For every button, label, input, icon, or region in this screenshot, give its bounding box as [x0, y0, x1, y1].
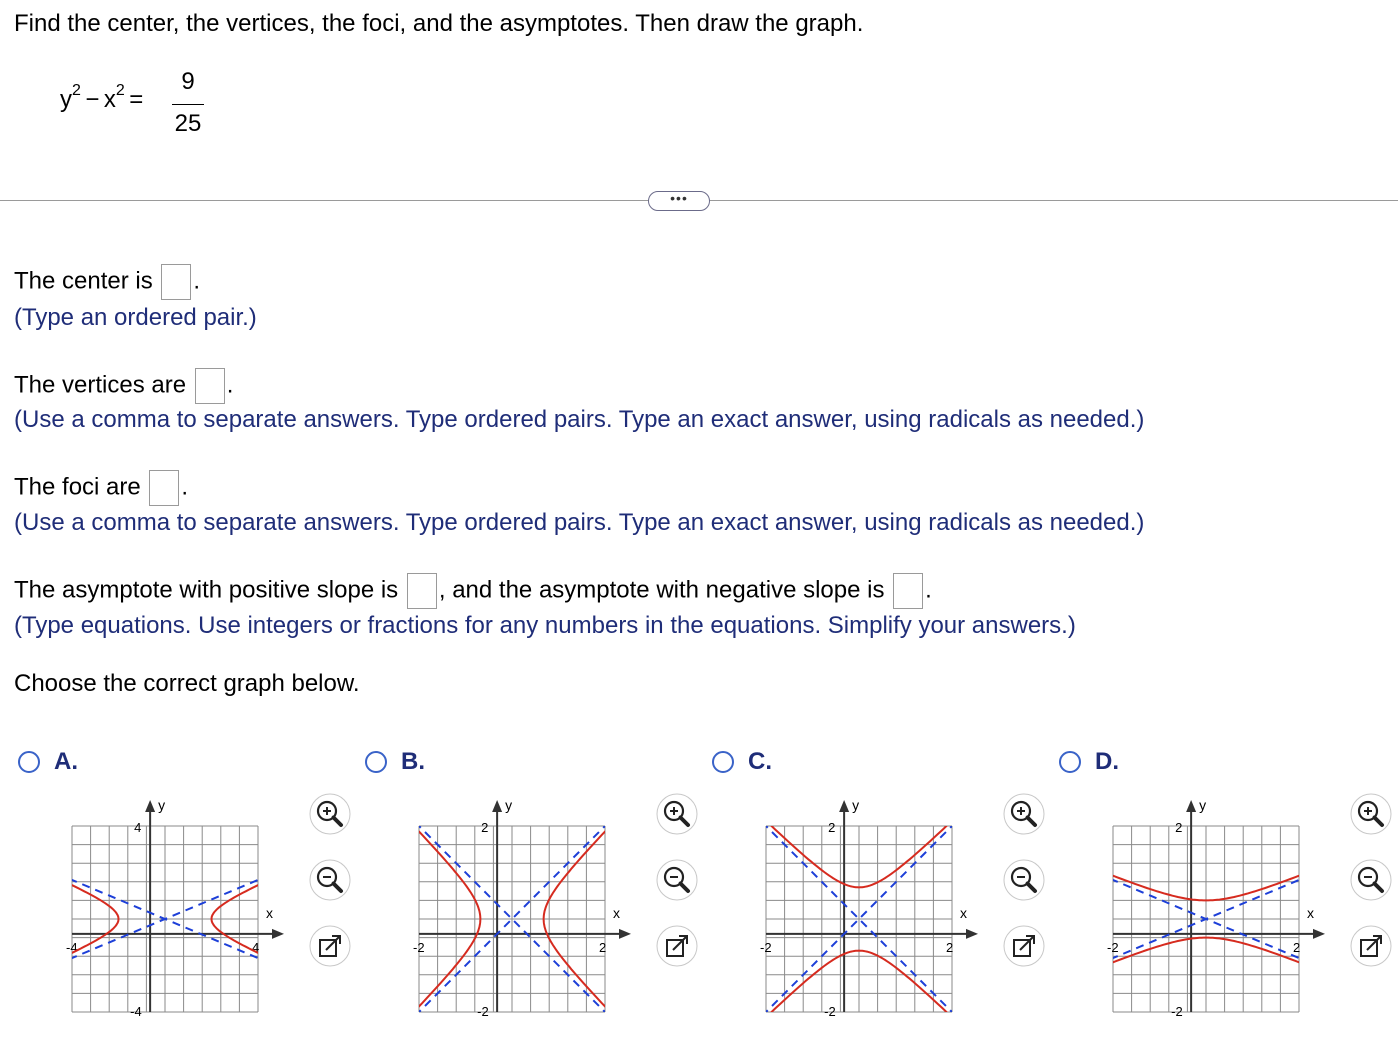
choose-graph-prompt: Choose the correct graph below.	[14, 670, 360, 697]
tick-label-left: -2	[1107, 939, 1119, 955]
tick-label-bottom: -2	[824, 1004, 836, 1019]
asymptote-negative-label: , and the asymptote with negative slope is	[438, 576, 885, 604]
y-axis-arrow	[492, 800, 502, 812]
foci-suffix: .	[181, 473, 189, 501]
hyperbola-branch	[744, 788, 984, 887]
eq-equals: =	[129, 86, 144, 113]
tick-label-bottom: -2	[1171, 1004, 1183, 1019]
zoom-out-icon[interactable]	[308, 858, 352, 902]
asymptote-positive	[744, 788, 984, 1028]
x-axis-arrow	[1313, 929, 1325, 939]
popout-icon[interactable]	[1002, 924, 1046, 968]
x-axis-arrow	[619, 929, 631, 939]
vertices-row	[14, 368, 233, 404]
vertices-answer-input[interactable]	[195, 368, 225, 404]
center-answer-input[interactable]	[161, 264, 191, 300]
foci-answer-input[interactable]	[149, 470, 179, 506]
x-axis-arrow	[272, 929, 284, 939]
hyperbola-branch	[744, 951, 984, 1028]
eq-denominator: 25	[174, 110, 202, 137]
center-row	[14, 264, 200, 300]
zoom-out-icon[interactable]	[655, 858, 699, 902]
hyperbola-branch	[544, 788, 637, 1028]
eq-x: x	[103, 86, 116, 113]
popout-icon[interactable]	[1349, 924, 1393, 968]
hyperbola-branch	[1091, 793, 1331, 900]
hyperbola-branch	[212, 788, 291, 1028]
option-label-d[interactable]: D.	[1095, 748, 1119, 775]
option-graph-d[interactable]	[1091, 788, 1331, 1028]
tick-label-right: 2	[599, 939, 607, 955]
vertices-label: The vertices are	[14, 371, 187, 399]
y-axis-arrow	[839, 800, 849, 812]
option-radio-b[interactable]	[365, 751, 387, 773]
center-suffix: .	[193, 267, 201, 295]
tick-label-bottom: -2	[477, 1004, 489, 1019]
popout-icon[interactable]	[655, 924, 699, 968]
option-graph-b[interactable]	[397, 788, 637, 1028]
tick-label-left: -2	[760, 939, 772, 955]
y-axis-arrow	[145, 800, 155, 812]
foci-row	[14, 470, 188, 506]
option-radio-d[interactable]	[1059, 751, 1081, 773]
option-label-a[interactable]: A.	[54, 748, 78, 775]
equation	[60, 82, 144, 126]
asymptote-negative	[744, 788, 984, 1028]
tick-label-right: 2	[946, 939, 954, 955]
zoom-in-icon[interactable]	[655, 792, 699, 836]
tick-label-right: 2	[1293, 939, 1301, 955]
center-label: The center is	[14, 267, 153, 295]
y-axis-label: y	[158, 797, 166, 813]
tick-label-left: -4	[66, 939, 78, 955]
y-axis-label: y	[505, 797, 513, 813]
tick-label-top: 2	[1175, 820, 1183, 835]
asymptotes-hint: (Type equations. Use integers or fractions for any numbers in the equations. Simplify your answers.)	[14, 612, 1076, 639]
x-axis-label: x	[613, 904, 620, 921]
foci-label: The foci are	[14, 473, 141, 501]
expand-more-button[interactable]: •••	[648, 191, 710, 211]
eq-minus: −	[85, 86, 100, 113]
zoom-in-icon[interactable]	[1002, 792, 1046, 836]
eq-fraction-bar	[172, 104, 204, 105]
eq-y-exp: 2	[72, 82, 81, 99]
option-graph-a[interactable]	[50, 788, 290, 1028]
zoom-in-icon[interactable]	[1349, 792, 1393, 836]
x-axis-label: x	[960, 904, 967, 921]
asymptote-positive-label: The asymptote with positive slope is	[14, 576, 399, 604]
x-axis-label: x	[1307, 904, 1314, 921]
zoom-in-icon[interactable]	[308, 792, 352, 836]
vertices-hint: (Use a comma to separate answers. Type ordered pairs. Type an exact answer, using radicals as needed.)	[14, 406, 1145, 433]
eq-x-exp: 2	[115, 82, 125, 99]
center-hint: (Type an ordered pair.)	[14, 304, 257, 331]
eq-y: y	[60, 86, 72, 113]
hyperbola-branch	[50, 788, 119, 1028]
tick-label-top: 4	[134, 820, 142, 835]
y-axis-label: y	[1199, 797, 1207, 813]
asymptotes-row	[14, 573, 932, 609]
asymptote-positive-input[interactable]	[407, 573, 437, 609]
asymptote-negative-input[interactable]	[893, 573, 923, 609]
tick-label-bottom: -4	[130, 1004, 142, 1019]
tick-label-top: 2	[828, 820, 836, 835]
eq-numerator: 9	[181, 68, 195, 95]
zoom-out-icon[interactable]	[1002, 858, 1046, 902]
x-axis-arrow	[966, 929, 978, 939]
option-label-c[interactable]: C.	[748, 748, 772, 775]
tick-label-right: 4	[252, 939, 260, 955]
vertices-suffix: .	[226, 371, 234, 399]
foci-hint: (Use a comma to separate answers. Type ordered pairs. Type an exact answer, using radicals as needed.)	[14, 509, 1145, 536]
question-instruction: Find the center, the vertices, the foci, and the asymptotes. Then draw the graph.	[14, 10, 864, 37]
option-graph-c[interactable]	[744, 788, 984, 1028]
option-radio-a[interactable]	[18, 751, 40, 773]
y-axis-arrow	[1186, 800, 1196, 812]
zoom-out-icon[interactable]	[1349, 858, 1393, 902]
asymptotes-suffix: .	[925, 576, 932, 604]
option-radio-c[interactable]	[712, 751, 734, 773]
x-axis-label: x	[266, 904, 273, 921]
option-label-b[interactable]: B.	[401, 748, 425, 775]
tick-label-left: -2	[413, 939, 425, 955]
popout-icon[interactable]	[308, 924, 352, 968]
y-axis-label: y	[852, 797, 860, 813]
tick-label-top: 2	[481, 820, 489, 835]
